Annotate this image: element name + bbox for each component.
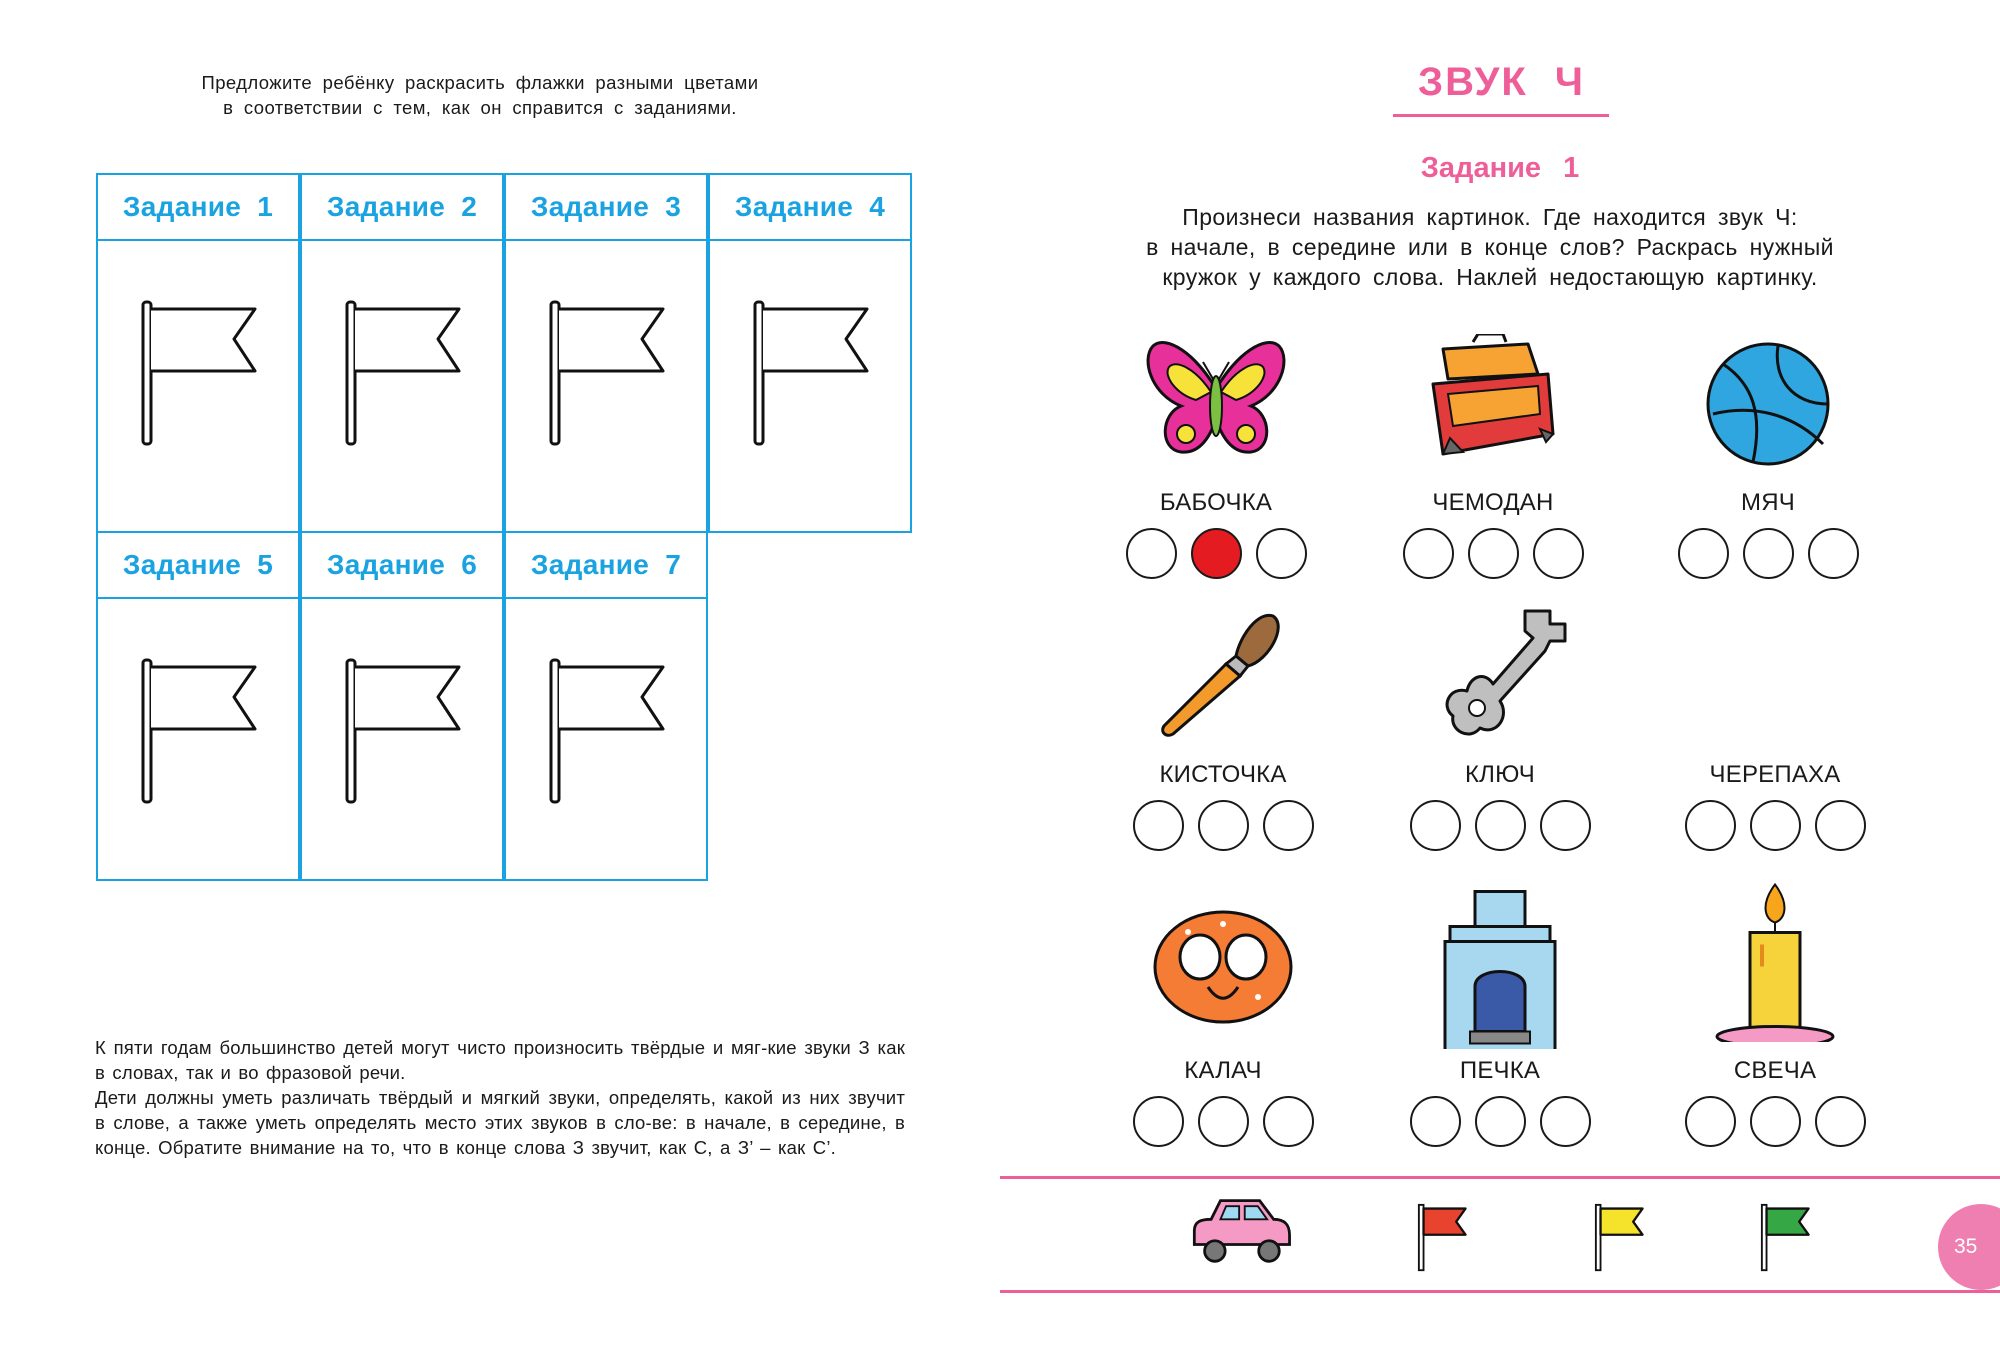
title-underline [1393, 114, 1609, 117]
sound-position-circles [1643, 528, 1893, 579]
task-instruction [1105, 202, 1875, 292]
item-word: СВЕЧА [1733, 1057, 1817, 1084]
task-cell-4 [708, 173, 912, 533]
circle-start[interactable] [1410, 800, 1461, 851]
task-cell-3 [504, 173, 708, 533]
circle-middle[interactable] [1198, 800, 1249, 851]
instruction-line-3: кружок у каждого слова. Наклей недостающую картинку. [1162, 264, 1818, 290]
task-heading-word: Задание [122, 191, 242, 222]
task-heading-number: 1 [257, 191, 274, 222]
circle-start[interactable] [1126, 528, 1177, 579]
circle-middle[interactable] [1475, 1096, 1526, 1147]
circle-middle[interactable] [1750, 800, 1801, 851]
circle-middle[interactable] [1198, 1096, 1249, 1147]
circle-middle[interactable] [1750, 1096, 1801, 1147]
circle-end[interactable] [1256, 528, 1307, 579]
item-word: МЯЧ [1741, 489, 1795, 516]
item-word: КЛЮЧ [1465, 761, 1535, 788]
task-cell-6 [300, 531, 504, 881]
flag-outline-icon[interactable] [344, 657, 472, 805]
flag-outline-icon[interactable] [548, 657, 676, 805]
sound-position-circles [1375, 1096, 1625, 1147]
task-heading-5 [98, 533, 298, 599]
suitcase-icon [1418, 334, 1568, 474]
task-heading-7 [506, 533, 706, 599]
sound-position-circles [1375, 800, 1625, 851]
task-heading-number: 6 [461, 549, 478, 580]
circle-start[interactable] [1133, 800, 1184, 851]
circle-start[interactable] [1678, 528, 1729, 579]
intro-text [150, 70, 810, 120]
task-heading-4 [710, 175, 910, 241]
task-heading-number: 7 [665, 549, 682, 580]
sound-position-circles [1098, 800, 1348, 851]
circle-end[interactable] [1540, 1096, 1591, 1147]
stove-icon [1425, 874, 1575, 1049]
task-heading-word: Задание [530, 549, 650, 580]
butterfly-icon [1141, 334, 1291, 474]
circle-middle[interactable] [1191, 528, 1242, 579]
car-icon [1185, 1193, 1297, 1268]
task-cell-7 [504, 531, 708, 881]
strip-bottom-line [1000, 1290, 2000, 1293]
task-cell-1 [96, 173, 300, 533]
flag-green-icon [1760, 1203, 1816, 1273]
task-heading-number: 2 [461, 191, 478, 222]
task-title: Задание 1 [1420, 152, 1580, 184]
item-word: ЧЕРЕПАХА [1709, 761, 1841, 788]
task-heading-word: Задание [734, 191, 854, 222]
task-cell-5 [96, 531, 300, 881]
item-word: КИСТОЧКА [1159, 761, 1287, 788]
task-heading-word: Задание [326, 549, 446, 580]
flag-outline-icon[interactable] [344, 299, 472, 447]
sound-position-circles [1650, 1096, 1900, 1147]
circle-end[interactable] [1808, 528, 1859, 579]
paintbrush-icon [1148, 606, 1298, 746]
circle-middle[interactable] [1743, 528, 1794, 579]
task-heading-word: Задание [326, 191, 446, 222]
circle-middle[interactable] [1475, 800, 1526, 851]
sound-position-circles [1091, 528, 1341, 579]
circle-start[interactable] [1133, 1096, 1184, 1147]
flag-red-icon [1417, 1203, 1473, 1273]
sound-position-circles [1650, 800, 1900, 851]
page-number-text: 35 [1954, 1235, 1978, 1258]
task-heading-1 [98, 175, 298, 241]
circle-end[interactable] [1815, 800, 1866, 851]
instruction-line-1: Произнеси названия картинок. Где находится звук Ч: [1182, 204, 1798, 230]
parent-note [95, 1035, 905, 1160]
tasks-flag-grid [96, 173, 911, 881]
circle-start[interactable] [1403, 528, 1454, 579]
circle-end[interactable] [1815, 1096, 1866, 1147]
intro-line-2: в соответствии с тем, как он справится с заданиями. [223, 97, 737, 118]
sound-position-circles [1098, 1096, 1348, 1147]
item-word: ЧЕМОДАН [1432, 489, 1554, 516]
flag-yellow-icon [1594, 1203, 1650, 1273]
circle-start[interactable] [1410, 1096, 1461, 1147]
note-paragraph-1: К пяти годам большинство детей могут чисто произносить твёрдые и мяг-кие звуки З как в словах, так и во фразовой речи. [95, 1037, 905, 1083]
ball-icon [1693, 334, 1843, 474]
key-icon [1425, 606, 1575, 746]
sound-title: ЗВУК Ч [1418, 60, 1585, 104]
flag-outline-icon[interactable] [140, 657, 268, 805]
task-heading-word: Задание [122, 549, 242, 580]
candle-icon [1700, 867, 1850, 1042]
circle-end[interactable] [1533, 528, 1584, 579]
circle-end[interactable] [1540, 800, 1591, 851]
task-cell-2 [300, 173, 504, 533]
flag-outline-icon[interactable] [140, 299, 268, 447]
task-heading-6 [302, 533, 502, 599]
circle-start[interactable] [1685, 1096, 1736, 1147]
circle-end[interactable] [1263, 1096, 1314, 1147]
task-heading-word: Задание [530, 191, 650, 222]
task-heading-number: 3 [665, 191, 682, 222]
item-word: ПЕЧКА [1459, 1057, 1541, 1084]
flag-outline-icon[interactable] [752, 299, 880, 447]
task-heading-2 [302, 175, 502, 241]
circle-middle[interactable] [1468, 528, 1519, 579]
page-number [1938, 1204, 2000, 1290]
pretzel-icon [1148, 902, 1298, 1042]
task-heading-number: 4 [869, 191, 886, 222]
task-heading-number: 5 [257, 549, 274, 580]
sound-position-circles [1368, 528, 1618, 579]
intro-line-1: Предложите ребёнку раскрасить флажки разными цветами [201, 72, 759, 93]
instruction-line-2: в начале, в середине или в конце слов? Раскрась нужный [1146, 234, 1834, 260]
item-word: БАБОЧКА [1159, 489, 1273, 516]
circle-end[interactable] [1263, 800, 1314, 851]
strip-top-line [1000, 1176, 2000, 1179]
note-paragraph-2: Дети должны уметь различать твёрдый и мягкий звуки, определять, какой из них звучит в слове, а также уметь определять место этих звуков в сло-ве: в начале, в середине, в конце. Обратите внимание на то, что в конце слова З звучит, как С, а З’ – как С’. [95, 1087, 905, 1158]
circle-start[interactable] [1685, 800, 1736, 851]
flag-outline-icon[interactable] [548, 299, 676, 447]
item-word: КАЛАЧ [1184, 1057, 1262, 1084]
task-heading-3 [506, 175, 706, 241]
